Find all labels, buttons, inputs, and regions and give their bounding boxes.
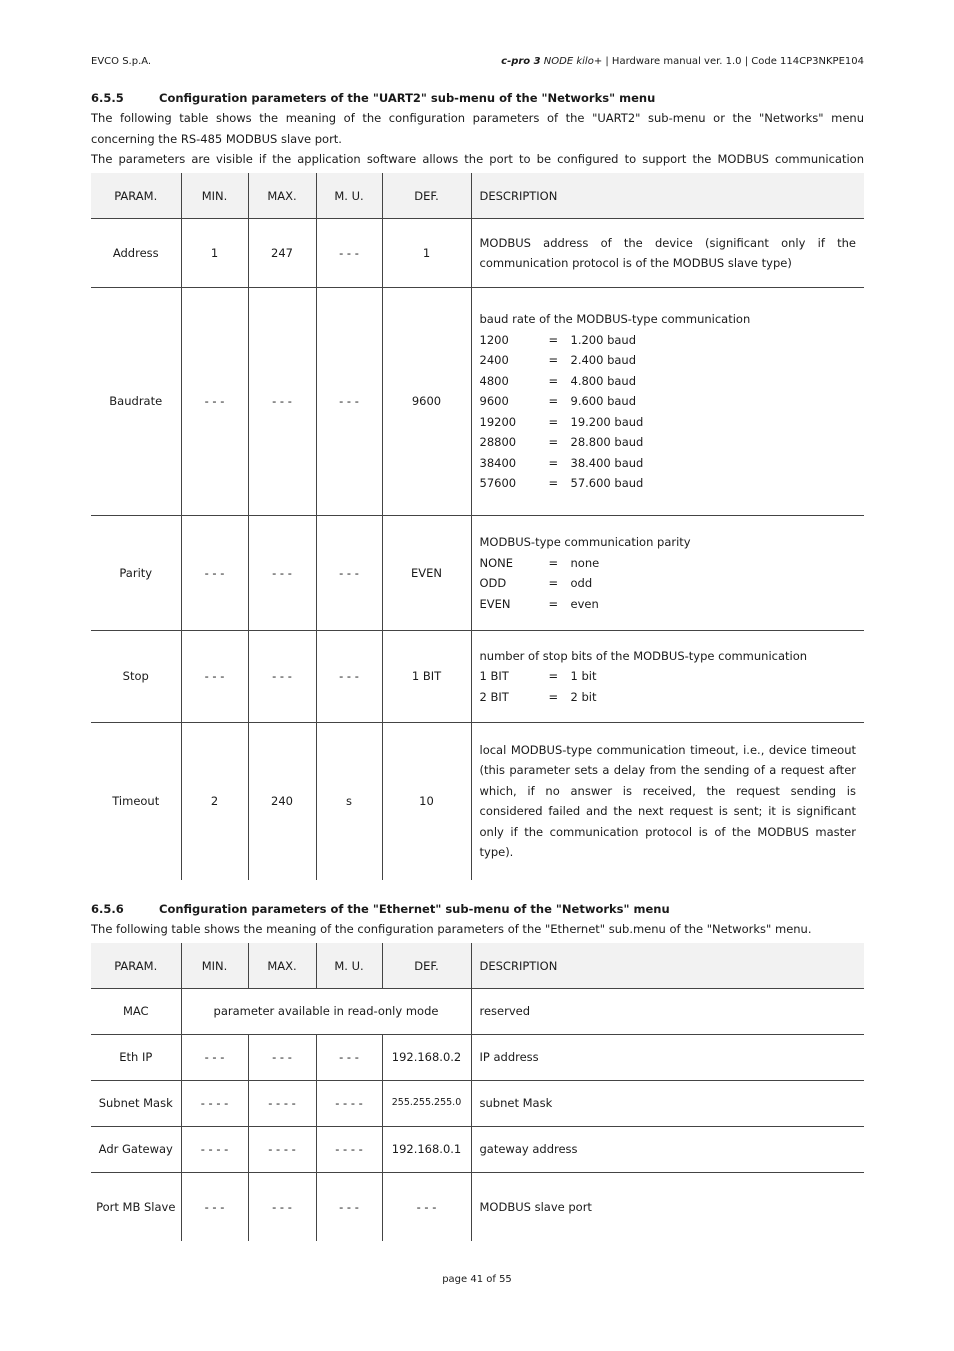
description-cell: reserved <box>471 989 864 1035</box>
section-number: 6.5.6 <box>91 902 124 916</box>
option-key: 2 BIT <box>479 689 509 704</box>
equals-sign: = <box>548 435 559 450</box>
col-header-param: PARAM. <box>91 943 181 989</box>
header-document-info <box>501 56 864 67</box>
mu-cell: - - - <box>316 516 382 631</box>
option-value: 1 bit <box>570 669 597 684</box>
section-title <box>91 899 864 919</box>
uart2-parameters-table <box>91 173 864 880</box>
option-value: 57.600 baud <box>570 476 644 491</box>
min-cell: - - - - <box>181 1127 248 1173</box>
description-cell <box>471 288 864 516</box>
option-value: even <box>570 596 599 611</box>
option-key: 19200 <box>479 414 517 429</box>
description-cell: MODBUS slave port <box>471 1173 864 1241</box>
col-header-def: DEF. <box>382 173 471 219</box>
merged-cell: parameter available in read-only mode <box>181 989 471 1035</box>
option-row <box>480 371 857 392</box>
description-cell: subnet Mask <box>471 1081 864 1127</box>
option-row <box>480 453 857 474</box>
option-value: 38.400 baud <box>570 455 644 470</box>
param-cell: Parity <box>91 516 181 631</box>
param-cell: Port MB Slave <box>96 1199 176 1214</box>
option-row <box>480 391 857 412</box>
col-header-param: PARAM. <box>91 173 181 219</box>
mu-cell: - - - - <box>316 1081 382 1127</box>
section-paragraph: The following table shows the meaning of the configuration parameters of the "Ethernet" sub.menu of the "Networks" menu. <box>91 922 812 936</box>
table-row <box>91 219 864 288</box>
equals-sign: = <box>548 689 559 704</box>
description-text: MODBUS-type communication parity <box>479 535 691 549</box>
section-title <box>91 88 864 108</box>
option-value: odd <box>570 576 593 590</box>
option-row <box>480 666 857 687</box>
equals-sign: = <box>548 555 559 570</box>
col-header-mu: M. U. <box>316 943 382 989</box>
max-cell: - - - <box>248 1173 316 1241</box>
option-key: ODD <box>479 576 507 590</box>
option-value: 19.200 baud <box>570 414 644 429</box>
max-cell: - - - <box>248 1035 316 1081</box>
ethernet-parameters-table <box>91 943 864 1241</box>
col-header-def: DEF. <box>382 943 471 989</box>
min-cell: - - - <box>181 1035 248 1081</box>
option-value: 28.800 baud <box>570 435 644 450</box>
def-cell: 1 BIT <box>382 631 471 723</box>
mu-cell: - - - <box>316 631 382 723</box>
param-cell: Stop <box>91 631 181 723</box>
section-heading: Configuration parameters of the "Ethernet" sub-menu of the "Networks" menu <box>159 902 670 916</box>
col-header-min: MIN. <box>181 173 248 219</box>
col-header-max: MAX. <box>248 173 316 219</box>
option-row <box>480 573 857 594</box>
col-header-description: DESCRIPTION <box>471 173 864 219</box>
table-row <box>91 1035 864 1081</box>
description-cell <box>471 631 864 723</box>
equals-sign: = <box>548 332 559 347</box>
option-key: 38400 <box>479 455 517 470</box>
option-row <box>480 412 857 433</box>
max-cell: - - - <box>248 288 316 516</box>
description-text: local MODBUS-type communication timeout, i.e., device timeout (this parameter sets a delay from the sending of a request after which, if no answer is received, the request sending is considered failed and the next request is sent; it is significant only if the communication protocol is of the MODBUS master type). <box>479 742 856 860</box>
option-row <box>480 432 857 453</box>
max-cell: - - - - <box>248 1127 316 1173</box>
def-cell: 192.168.0.2 <box>382 1035 471 1081</box>
def-cell: 10 <box>382 723 471 880</box>
def-cell: 192.168.0.1 <box>382 1127 471 1173</box>
param-cell: MAC <box>91 989 181 1035</box>
option-value: 1.200 baud <box>570 332 637 347</box>
table-row <box>91 723 864 880</box>
description-cell <box>471 516 864 631</box>
table-row <box>91 989 864 1035</box>
option-row <box>480 687 857 708</box>
max-cell: 240 <box>248 723 316 880</box>
header-product-italic: NODE kilo+ <box>540 56 603 67</box>
description-text: number of stop bits of the MODBUS-type communication <box>479 648 808 663</box>
table-row <box>91 288 864 516</box>
param-cell: Baudrate <box>91 288 181 516</box>
def-cell: 255.255.255.0 <box>382 1081 471 1127</box>
option-row <box>480 473 857 494</box>
table-header-row <box>91 173 864 219</box>
section-paragraph: The parameters are visible if the application software allows the port to be configured to support the MODBUS communication <box>91 152 864 166</box>
equals-sign: = <box>548 373 559 388</box>
max-cell: - - - <box>248 631 316 723</box>
option-key: 1200 <box>479 332 509 347</box>
section-number: 6.5.5 <box>91 91 124 105</box>
option-row <box>480 594 857 615</box>
equals-sign: = <box>548 476 559 491</box>
table-row <box>91 1173 864 1241</box>
mu-cell: - - - <box>316 1173 382 1241</box>
param-cell: Address <box>91 219 181 288</box>
option-value: 4.800 baud <box>570 373 637 388</box>
min-cell: - - - <box>181 288 248 516</box>
mu-cell: s <box>316 723 382 880</box>
equals-sign: = <box>548 576 559 590</box>
option-value: none <box>570 555 600 570</box>
mu-cell: - - - <box>316 1035 382 1081</box>
equals-sign: = <box>548 455 559 470</box>
table-row <box>91 516 864 631</box>
section-paragraph: The following table shows the meaning of the configuration parameters of the "UART2" sub-menu or the "Networks" menu concerning the RS-485 MODBUS slave port. <box>91 111 864 146</box>
option-key: NONE <box>479 555 514 570</box>
min-cell: 2 <box>181 723 248 880</box>
section-ethernet <box>91 899 864 940</box>
param-cell: Adr Gateway <box>91 1127 181 1173</box>
def-cell: EVEN <box>382 516 471 631</box>
def-cell: 1 <box>382 219 471 288</box>
description-text: baud rate of the MODBUS-type communication <box>479 312 751 327</box>
equals-sign: = <box>548 596 559 611</box>
param-cell: Timeout <box>112 794 160 808</box>
def-cell: 9600 <box>382 288 471 516</box>
param-cell: Eth IP <box>91 1035 181 1081</box>
min-cell: - - - <box>181 516 248 631</box>
description-text: MODBUS address of the device (significant only if the communication protocol is of the MODBUS slave type) <box>479 235 856 270</box>
table-header-row <box>91 943 864 989</box>
option-key: 57600 <box>479 476 517 491</box>
option-row <box>480 553 857 574</box>
option-key: 4800 <box>479 373 509 388</box>
description-cell <box>471 723 864 880</box>
page-number: page 41 of 55 <box>442 1274 512 1285</box>
option-key: 9600 <box>479 394 509 409</box>
header-product-bold: c-pro 3 <box>501 56 541 67</box>
min-cell: - - - <box>181 1173 248 1241</box>
max-cell: - - - <box>248 516 316 631</box>
table-row <box>91 1127 864 1173</box>
header-company: EVCO S.p.A. <box>91 56 152 67</box>
option-value: 2.400 baud <box>570 353 637 368</box>
option-row <box>480 350 857 371</box>
min-cell: - - - - <box>181 1081 248 1127</box>
mu-cell: - - - <box>316 219 382 288</box>
equals-sign: = <box>548 414 559 429</box>
col-header-min: MIN. <box>181 943 248 989</box>
max-cell: 247 <box>248 219 316 288</box>
header-manual-code: | Hardware manual ver. 1.0 | Code 114CP3NKPE104 <box>602 56 864 67</box>
option-key: 2400 <box>479 353 509 368</box>
option-value: 2 bit <box>570 689 597 704</box>
equals-sign: = <box>548 394 559 409</box>
option-key: 28800 <box>479 435 517 450</box>
equals-sign: = <box>548 353 559 368</box>
option-row <box>480 330 857 351</box>
mu-cell: - - - <box>316 288 382 516</box>
equals-sign: = <box>548 669 559 684</box>
description-cell <box>471 219 864 288</box>
table-row <box>91 631 864 723</box>
max-cell: - - - - <box>248 1081 316 1127</box>
option-value: 9.600 baud <box>570 394 637 409</box>
min-cell: 1 <box>181 219 248 288</box>
table-row <box>91 1081 864 1127</box>
param-cell: Subnet Mask <box>91 1081 181 1127</box>
col-header-max: MAX. <box>248 943 316 989</box>
section-heading: Configuration parameters of the "UART2" sub-menu of the "Networks" menu <box>159 91 656 105</box>
def-cell: - - - <box>382 1173 471 1241</box>
mu-cell: - - - - <box>316 1127 382 1173</box>
option-key: 1 BIT <box>479 669 509 684</box>
col-header-mu: M. U. <box>316 173 382 219</box>
option-key: EVEN <box>479 596 511 611</box>
min-cell: - - - <box>181 631 248 723</box>
description-cell: gateway address <box>471 1127 864 1173</box>
col-header-description: DESCRIPTION <box>471 943 864 989</box>
description-cell: IP address <box>471 1035 864 1081</box>
